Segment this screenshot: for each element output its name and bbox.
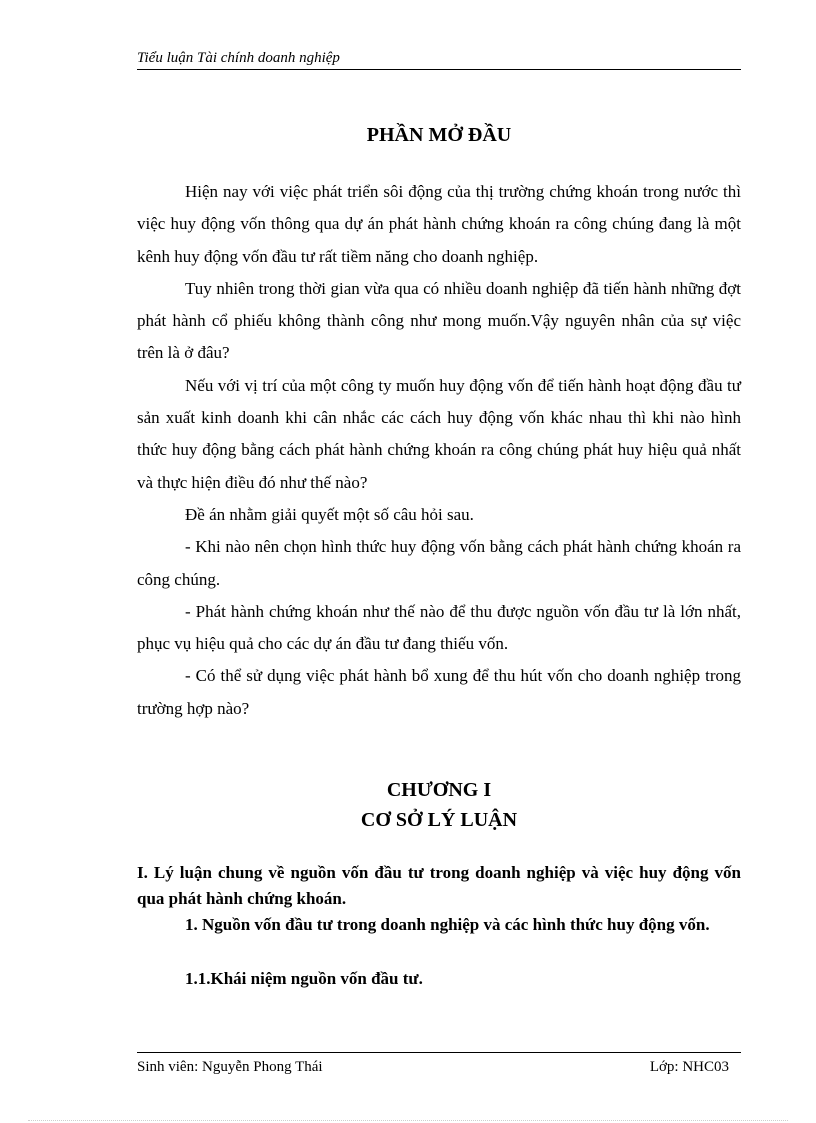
paragraph: - Phát hành chứng khoán như thế nào để thu được nguồn vốn đầu tư là lớn nhất, phục vụ hiệu quả cho các dự án đầu tư đang thiếu vốn.	[137, 601, 741, 654]
chapter-number: CHƯƠNG I	[386, 779, 492, 801]
intro-body	[137, 176, 741, 725]
heading-level-1: I. Lý luận chung về nguồn vốn đầu tư trong doanh nghiệp và việc huy động vốn qua phát hành chứng khoán.	[137, 863, 741, 908]
paragraph: Tuy nhiên trong thời gian vừa qua có nhiều doanh nghiệp đã tiến hành những đợt phát hành cổ phiếu không thành công như mong muốn.Vậy nguyên nhân của sự việc trên là ở đâu?	[137, 278, 741, 363]
paragraph: - Khi nào nên chọn hình thức huy động vốn bằng cách phát hành chứng khoán ra công chúng.	[137, 537, 741, 589]
paragraph: Hiện nay với việc phát triển sôi động của thị trường chứng khoán trong nước thì việc huy động vốn thông qua dự án phát hành chứng khoán ra công chúng đang là một kênh huy động vốn đầu tư rất tiềm năng cho doanh nghiệp.	[137, 182, 741, 266]
footer-student: Sinh viên: Nguyễn Phong Thái	[137, 1059, 323, 1075]
chapter-title: CƠ SỞ LÝ LUẬN	[360, 809, 518, 831]
paragraph: Nếu với vị trí của một công ty muốn huy động vốn để tiến hành hoạt động đầu tư sản xuất kinh doanh khi cân nhắc các cách huy động vốn khác nhau thì khi nào hình thức huy động bằng cách phát hành chứng khoán ra công chúng phát huy hiệu quả nhất và thực hiện điều đó như thế nào?	[137, 375, 741, 492]
heading-level-2: 1. Nguồn vốn đầu tư trong doanh nghiệp và các hình thức huy động vốn.	[185, 915, 710, 934]
section-title: PHẦN MỞ ĐẦU	[366, 124, 512, 146]
page-header: Tiểu luận Tài chính doanh nghiệp	[137, 48, 741, 70]
heading-level-3: 1.1.Khái niệm nguồn vốn đầu tư.	[185, 969, 423, 988]
page-footer	[137, 1057, 729, 1077]
paragraph: Đề án nhằm giải quyết một số câu hỏi sau.	[185, 504, 474, 524]
paragraph: - Có thể sử dụng việc phát hành bổ xung để thu hút vốn cho doanh nghiệp trong trường hợp nào?	[137, 666, 741, 718]
footer-divider	[137, 1052, 741, 1053]
footer-class: Lớp: NHC03	[649, 1059, 729, 1075]
page-edge-divider	[28, 1120, 788, 1121]
